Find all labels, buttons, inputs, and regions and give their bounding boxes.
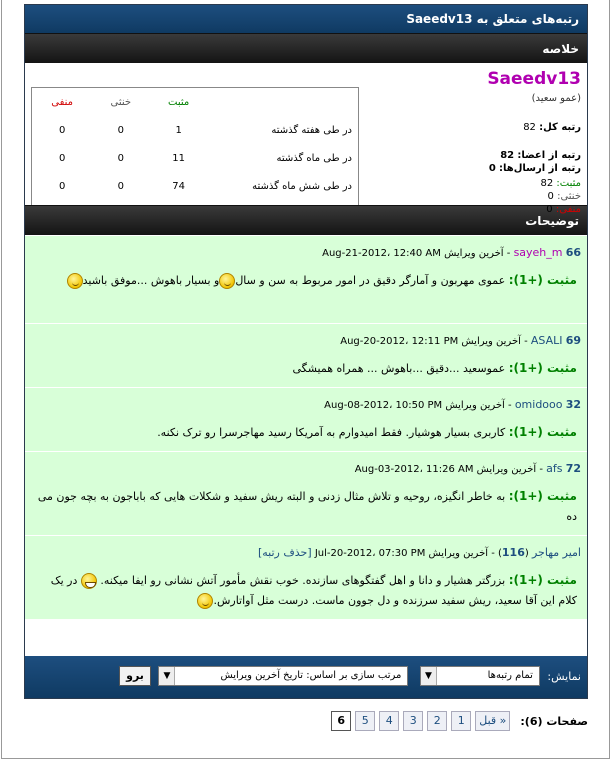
comment-tag: مثبت (+1): bbox=[508, 425, 577, 439]
comment-item bbox=[25, 535, 587, 619]
stats-header-row bbox=[32, 88, 358, 116]
positive-label: مثبت: bbox=[556, 178, 581, 189]
pager-label: صفحات (6): bbox=[520, 714, 588, 728]
comment-meta: امیر مهاجر (116) - آخرین ویرایش Jul-20-2012، 07:30 PM [حذف رتبه] bbox=[31, 540, 581, 566]
page-title: رتبه‌های متعلق به Saeedv13 bbox=[25, 5, 587, 33]
comment-meta: 69 ASALI - آخرین ویرایش Aug-20-2012، 12:11 PM bbox=[31, 328, 581, 354]
summary-section bbox=[25, 63, 587, 215]
show-select[interactable] bbox=[420, 666, 540, 686]
comment-edit: آخرین ویرایش bbox=[461, 336, 521, 347]
comment-meta: 72 afs - آخرین ویرایش Aug-03-2012، 11:26 AM bbox=[31, 456, 581, 482]
neutral-label: خنثی: bbox=[557, 191, 581, 202]
comment-body bbox=[31, 418, 581, 443]
comment-num: 116 bbox=[501, 546, 525, 559]
stats-header-positive: مثبت bbox=[168, 96, 190, 108]
stats-table bbox=[31, 87, 359, 205]
stats-cell: 0 bbox=[117, 152, 124, 164]
negative-label: منفی: bbox=[555, 204, 581, 215]
comment-date: Aug-20-2012، 12:11 PM bbox=[340, 336, 459, 347]
pager-prev[interactable]: « قبل bbox=[475, 711, 510, 731]
comment-text: در یک کلام این آقا سعید، ریش سفید سرزنده و دل جوون ماست. درست مثل آواتارش. bbox=[50, 574, 577, 607]
comment-body bbox=[31, 482, 581, 527]
comments-list bbox=[25, 235, 587, 619]
negative-value: 0 bbox=[546, 204, 553, 215]
pager-page-3[interactable]: 3 bbox=[403, 711, 423, 731]
stats-cell: 1 bbox=[175, 124, 182, 136]
smile-icon bbox=[67, 273, 83, 289]
comment-body bbox=[31, 354, 581, 379]
member-rep-label: رتبه از اعضا: bbox=[517, 150, 581, 161]
comment-text: بزرگتر هشیار و دانا و اهل گفتگوهای سازنده. خوب نقش مأمور آتش نشانی رو ایفا میکنه. bbox=[100, 574, 506, 587]
reputation-panel bbox=[24, 4, 588, 699]
positive-value: 82 bbox=[540, 178, 554, 189]
summary-header: خلاصه bbox=[25, 33, 587, 63]
member-rep-value: 82 bbox=[500, 150, 515, 161]
stats-row-month bbox=[32, 144, 358, 172]
comment-edit: آخرین ویرایش bbox=[445, 400, 505, 411]
neutral-count bbox=[548, 190, 581, 203]
comment-edit: آخرین ویرایش bbox=[476, 464, 537, 475]
stats-row-week bbox=[32, 116, 358, 144]
comment-tag: مثبت (+1): bbox=[508, 361, 577, 375]
pagination bbox=[331, 711, 588, 731]
comment-num: 32 bbox=[565, 398, 581, 411]
comment-text: و بسیار باهوش ...موفق باشید bbox=[82, 274, 220, 287]
neutral-value: 0 bbox=[547, 191, 554, 202]
stats-row-six-months bbox=[32, 172, 358, 200]
comment-num: 69 bbox=[565, 334, 581, 347]
stats-row-label: در طی ماه گذشته bbox=[276, 152, 352, 164]
stats-cell: 0 bbox=[117, 124, 124, 136]
comment-user[interactable]: ASALI bbox=[530, 334, 563, 347]
sort-select[interactable] bbox=[158, 666, 408, 686]
comment-date: Aug-21-2012، 12:40 AM bbox=[322, 248, 441, 259]
stats-header-negative: منفی bbox=[51, 96, 74, 108]
comment-tag: مثبت (+1): bbox=[508, 489, 577, 503]
comment-date: Jul-20-2012، 07:30 PM bbox=[314, 548, 426, 559]
comment-body bbox=[31, 566, 581, 611]
stats-cell: 0 bbox=[58, 124, 66, 136]
positive-count bbox=[540, 177, 581, 190]
negative-count bbox=[546, 203, 581, 216]
stats-cell: 74 bbox=[172, 180, 185, 192]
total-rep bbox=[523, 121, 581, 134]
stats-row-label: در طی شش ماه گذشته bbox=[252, 180, 352, 192]
stats-cell: 11 bbox=[172, 152, 185, 164]
stats-row-label: در طی هفته گذشته bbox=[271, 124, 352, 136]
user-subtitle: (عمو سعید) bbox=[531, 93, 581, 104]
comment-body bbox=[31, 266, 581, 291]
user-name[interactable]: Saeedv13 bbox=[487, 69, 581, 89]
sort-select-value: مرتب سازی بر اساس: تاریخ آخرین ویرایش bbox=[220, 670, 402, 681]
comment-user[interactable]: امیر مهاجر bbox=[531, 546, 581, 559]
filter-bar bbox=[25, 656, 587, 698]
comment-text: عموسعید ...دقیق ...باهوش ... همراه همیشگی bbox=[292, 362, 506, 375]
chevron-down-icon: ▼ bbox=[421, 667, 437, 685]
comment-edit: آخرین ویرایش bbox=[428, 548, 489, 559]
total-rep-value: 82 bbox=[523, 122, 536, 133]
pager-page-2[interactable]: 2 bbox=[427, 711, 447, 731]
comment-user[interactable]: sayeh_m bbox=[513, 246, 563, 259]
comment-tag: مثبت (+1): bbox=[508, 273, 577, 287]
comments-header: توضیحات bbox=[25, 205, 587, 235]
pager-page-6: 6 bbox=[331, 711, 351, 731]
comment-user[interactable]: afs bbox=[546, 462, 563, 475]
post-rep bbox=[489, 162, 581, 175]
comment-item bbox=[25, 235, 587, 323]
comment-text: کاربری بسیار هوشیار. فقط امیدوارم به آمریکا رسید مهاجرسرا رو ترک نکنه. bbox=[157, 426, 506, 439]
show-select-value: تمام رتبه‌ها bbox=[487, 670, 533, 681]
member-rep bbox=[500, 149, 581, 162]
comment-meta: 66 sayeh_m - آخرین ویرایش Aug-21-2012، 12:40 AM bbox=[31, 240, 581, 266]
comment-tag: مثبت (+1): bbox=[508, 573, 577, 587]
stats-cell: 0 bbox=[117, 180, 124, 192]
chevron-down-icon: ▼ bbox=[159, 667, 175, 685]
total-rep-label: رتبه کل: bbox=[539, 122, 581, 133]
comment-meta: 32 omidooo - آخرین ویرایش Aug-08-2012، 10:50 PM bbox=[31, 392, 581, 418]
comment-edit: آخرین ویرایش bbox=[444, 248, 504, 259]
smile-icon bbox=[197, 593, 213, 609]
comment-user[interactable]: omidooo bbox=[514, 398, 563, 411]
comment-item bbox=[25, 387, 587, 451]
pager-page-4[interactable]: 4 bbox=[379, 711, 399, 731]
smile-icon bbox=[219, 273, 235, 289]
comment-date: Aug-08-2012، 10:50 PM bbox=[324, 400, 443, 411]
comment-num: 72 bbox=[565, 462, 581, 475]
pager-page-1[interactable]: 1 bbox=[451, 711, 471, 731]
comment-item bbox=[25, 323, 587, 387]
comment-date: Aug-03-2012، 11:26 AM bbox=[354, 464, 474, 475]
comment-text: به خاطر انگیزه، روحیه و تلاش مثال زدنی و البته ریش سفید و شکلات هایی که باباجون به بچه جون می ده bbox=[37, 490, 577, 523]
go-button[interactable]: برو bbox=[119, 666, 151, 686]
comment-item bbox=[25, 451, 587, 535]
delete-rating-link[interactable]: [حذف رتبه] bbox=[257, 546, 312, 559]
pager-page-5[interactable]: 5 bbox=[355, 711, 375, 731]
stats-cell: 0 bbox=[58, 180, 66, 192]
comment-num: 66 bbox=[565, 246, 581, 259]
stats-cell: 0 bbox=[58, 152, 66, 164]
grin-icon bbox=[81, 573, 97, 589]
post-rep-label: رتبه از ارسال‌ها: bbox=[499, 163, 581, 174]
comment-text: عموی مهربون و آمارگر دقیق در امور مربوط به سن و سال bbox=[235, 274, 506, 287]
show-label: نمایش: bbox=[547, 669, 581, 683]
post-rep-value: 0 bbox=[488, 163, 496, 174]
stats-header-neutral: خنثی bbox=[110, 96, 132, 108]
